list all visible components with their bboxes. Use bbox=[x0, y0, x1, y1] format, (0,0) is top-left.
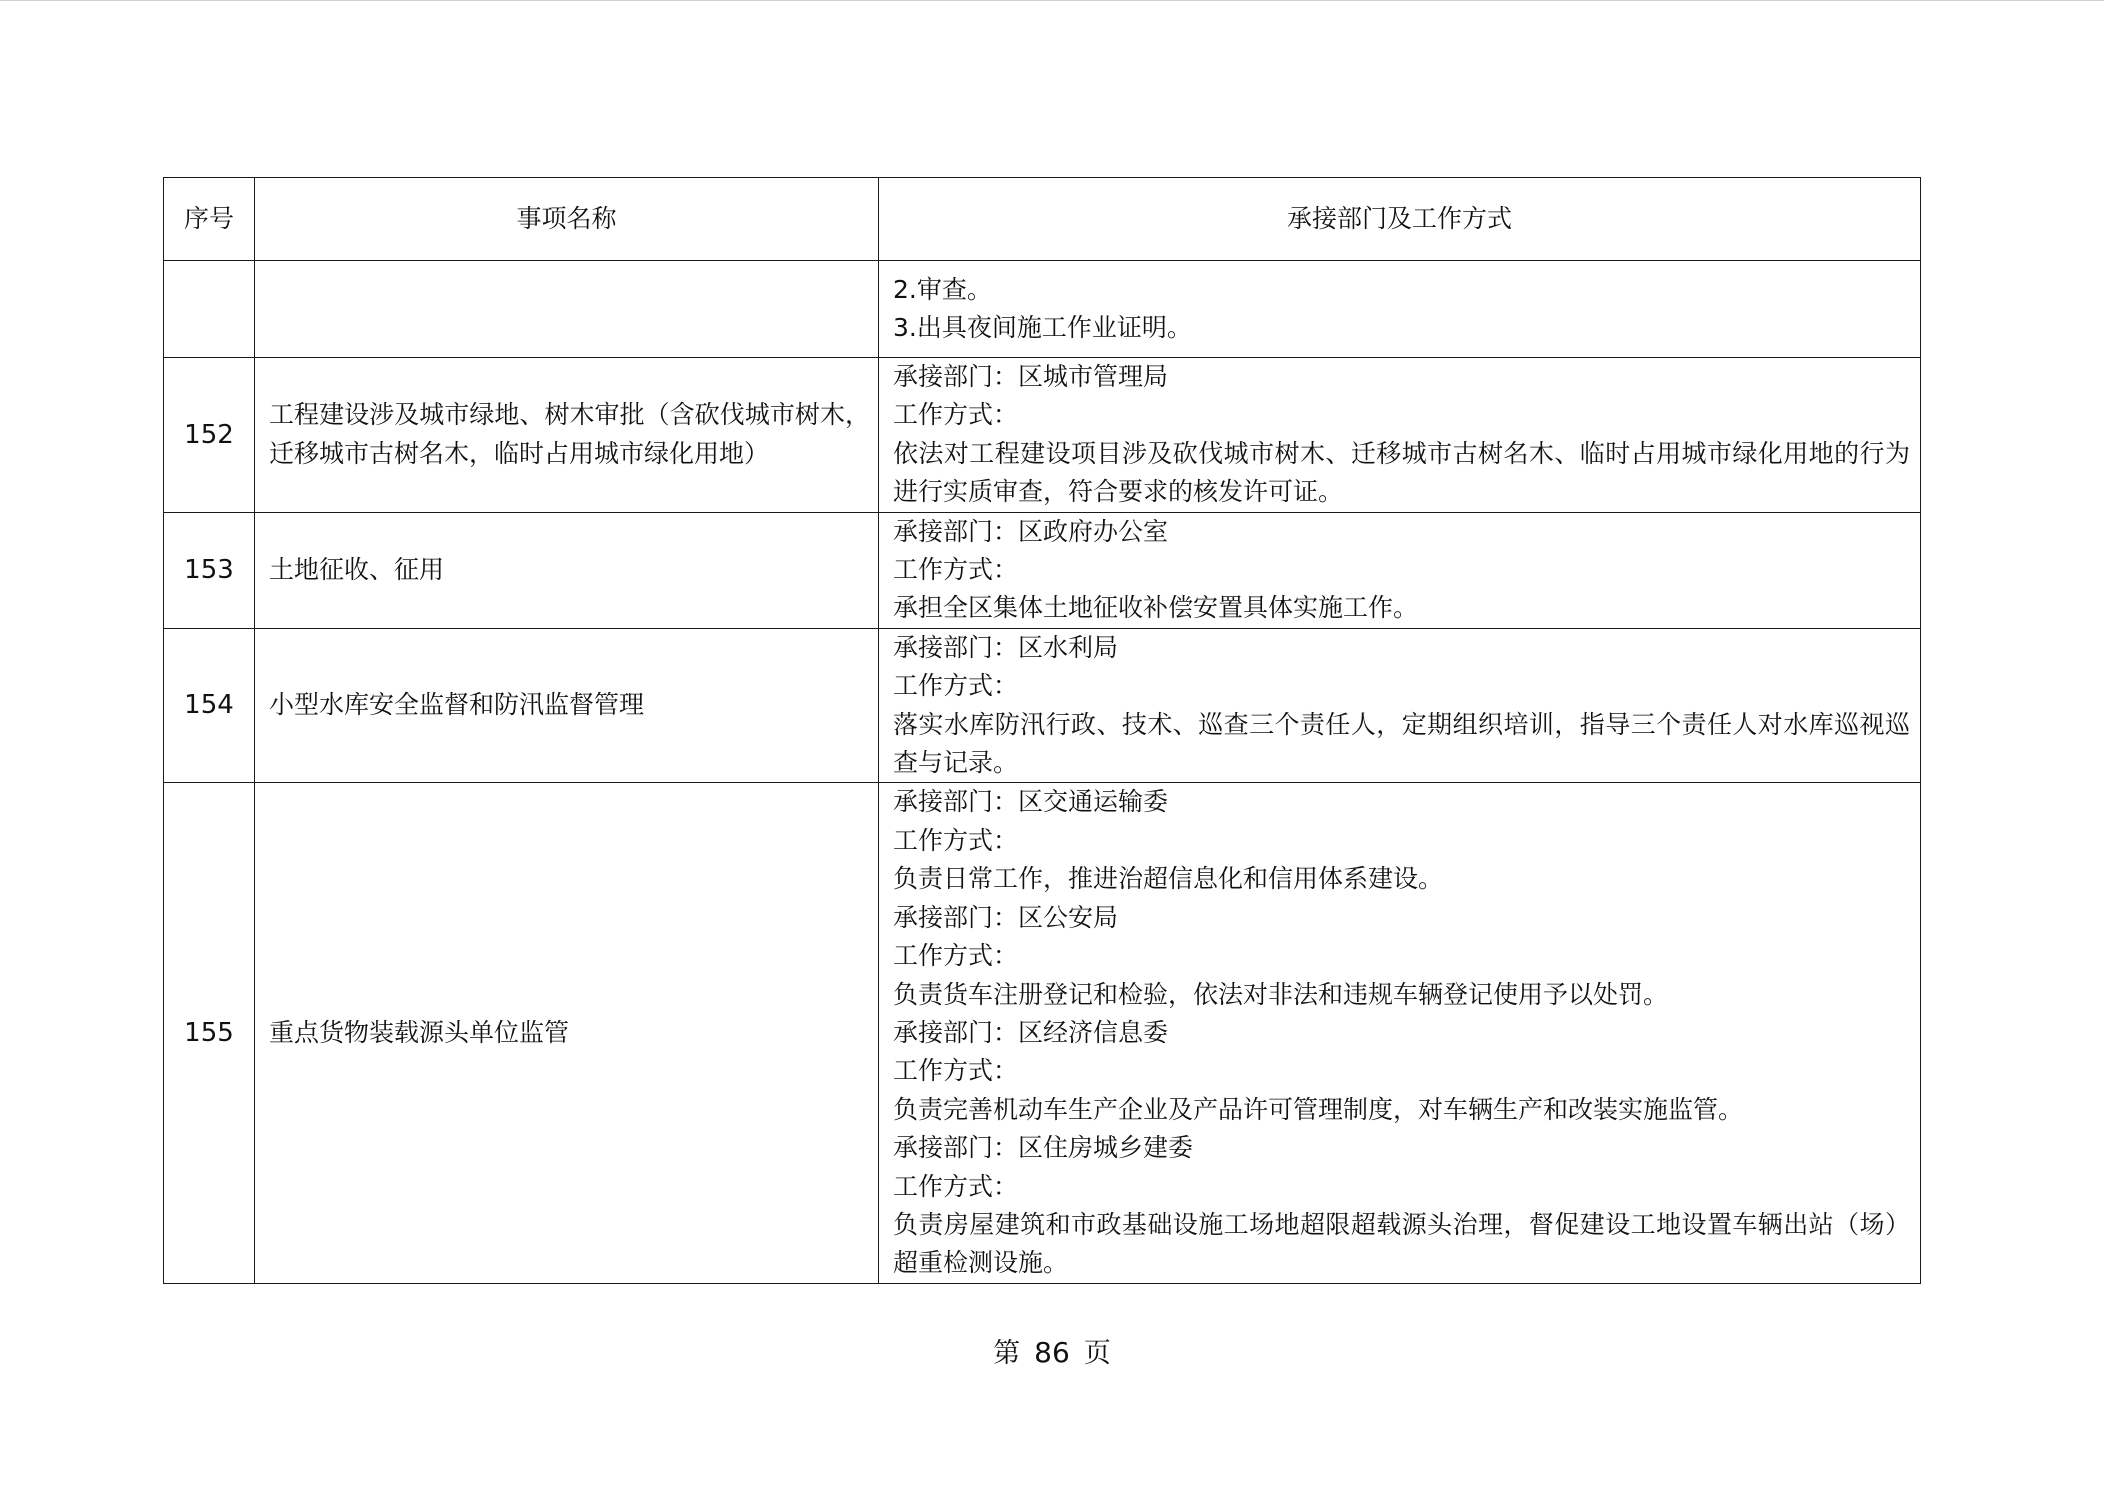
table-row-continuation bbox=[164, 261, 1921, 358]
department-line: 承接部门：区经济信息委 bbox=[893, 1017, 1169, 1047]
row-number: 155 bbox=[164, 783, 255, 1283]
row-number: 152 bbox=[164, 358, 255, 513]
method-text: 负责完善机动车生产企业及产品许可管理制度，对车辆生产和改装实施监管。 bbox=[893, 1094, 1744, 1124]
method-text: 负责日常工作，推进治超信息化和信用体系建设。 bbox=[893, 864, 1444, 894]
table-row bbox=[164, 783, 1921, 1283]
item-name-text: 重点货物装载源头单位监管 bbox=[269, 1017, 570, 1047]
step-number: 2. bbox=[893, 274, 917, 304]
table-row bbox=[164, 358, 1921, 513]
step-number: 3. bbox=[893, 313, 917, 342]
department-line: 承接部门：区交通运输委 bbox=[893, 787, 1169, 817]
method-text: 负责货车注册登记和检验，依法对非法和违规车辆登记使用予以处罚。 bbox=[893, 979, 1669, 1009]
item-name bbox=[255, 628, 879, 783]
department-line: 承接部门：区公安局 bbox=[893, 902, 1119, 932]
method-text: 负责房屋建筑和市政基础设施工场地超限超载源头治理，督促建设工地设置车辆出站（场）超重检测设施。 bbox=[893, 1209, 1910, 1278]
work-cell bbox=[879, 358, 1921, 513]
table-row bbox=[164, 512, 1921, 628]
item-name-text: 工程建设涉及城市绿地、树木审批（含砍伐城市树木，迁移城市古树名木，临时占用城市绿化用地） bbox=[269, 400, 870, 468]
header-no: 序号 bbox=[164, 178, 255, 261]
page-suffix: 页 bbox=[1083, 1338, 1111, 1369]
table-header-row bbox=[164, 178, 1921, 261]
row-number: 154 bbox=[164, 628, 255, 783]
table-row bbox=[164, 628, 1921, 783]
row-number: 153 bbox=[164, 512, 255, 628]
method-text: 依法对工程建设项目涉及砍伐城市树木、迁移城市古树名木、临时占用城市绿化用地的行为进行实质审查，符合要求的核发许可证。 bbox=[893, 438, 1910, 507]
method-label: 工作方式： bbox=[893, 400, 1019, 430]
work-line bbox=[893, 309, 1910, 347]
department-line: 承接部门：区住房城乡建委 bbox=[893, 1133, 1194, 1163]
step-text: 出具夜间施工作业证明。 bbox=[916, 313, 1192, 342]
header-work: 承接部门及工作方式 bbox=[879, 178, 1921, 261]
item-name bbox=[255, 261, 879, 358]
department-line: 承接部门：区水利局 bbox=[893, 632, 1119, 662]
page-prefix: 第 bbox=[993, 1338, 1021, 1369]
method-label: 工作方式： bbox=[893, 671, 1019, 701]
page-footer bbox=[0, 1331, 2104, 1370]
item-name bbox=[255, 783, 879, 1283]
work-cell bbox=[879, 512, 1921, 628]
method-label: 工作方式： bbox=[893, 941, 1019, 971]
method-label: 工作方式： bbox=[893, 555, 1019, 585]
page-number: 86 bbox=[1034, 1336, 1070, 1369]
department-line: 承接部门：区政府办公室 bbox=[893, 516, 1169, 546]
work-cell bbox=[879, 261, 1921, 358]
method-label: 工作方式： bbox=[893, 825, 1019, 855]
method-label: 工作方式： bbox=[893, 1171, 1019, 1201]
header-name: 事项名称 bbox=[255, 178, 879, 261]
work-cell bbox=[879, 783, 1921, 1283]
item-name-text: 土地征收、征用 bbox=[269, 555, 445, 585]
method-text: 承担全区集体土地征收补偿安置具体实施工作。 bbox=[893, 593, 1419, 623]
item-name bbox=[255, 358, 879, 513]
item-name bbox=[255, 512, 879, 628]
work-line bbox=[893, 271, 1910, 309]
items-table bbox=[163, 177, 1921, 1284]
item-name-text: 小型水库安全监督和防汛监督管理 bbox=[269, 690, 645, 720]
department-line: 承接部门：区城市管理局 bbox=[893, 362, 1169, 391]
work-cell bbox=[879, 628, 1921, 783]
method-text: 落实水库防汛行政、技术、巡查三个责任人，定期组织培训，指导三个责任人对水库巡视巡查与记录。 bbox=[893, 709, 1910, 778]
row-number bbox=[164, 261, 255, 358]
method-label: 工作方式： bbox=[893, 1056, 1019, 1086]
step-text: 审查。 bbox=[916, 274, 992, 304]
